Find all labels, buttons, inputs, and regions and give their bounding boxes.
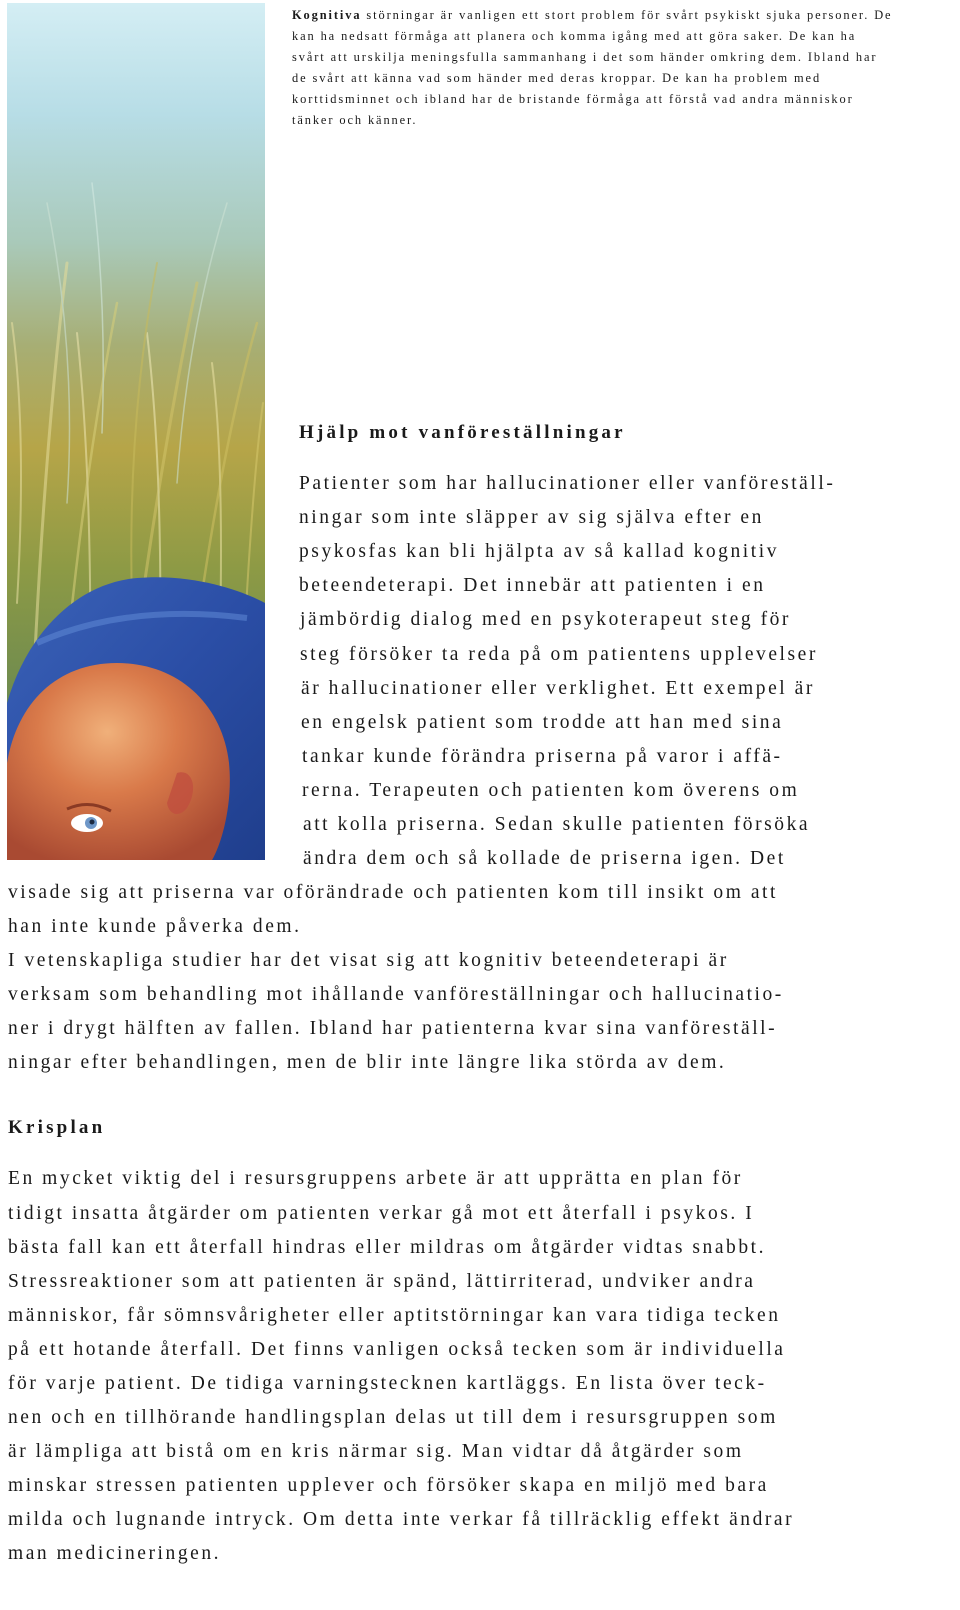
body-line: rerna. Terapeuten och patienten kom överens om	[302, 780, 800, 801]
intro-line: de svårt att känna vad som händer med deras kroppar. De kan ha problem med	[292, 71, 822, 85]
body-line: visade sig att priserna var oförändrade och patienten kom till insikt om att	[8, 882, 778, 903]
section-heading-krisplan: Krisplan	[8, 1117, 106, 1138]
intro-line: kan ha nedsatt förmåga att planera och komma igång med att göra saker. De kan ha	[292, 29, 857, 43]
intro-paragraph	[292, 5, 932, 131]
body-line: ningar som inte släpper av sig själva efter en	[299, 507, 764, 528]
intro-line: störningar är vanligen ett stort problem för svårt psykiskt sjuka personer. De	[361, 8, 893, 22]
body-line: nen och en tillhörande handlingsplan delas ut till dem i resursgruppen som	[8, 1407, 778, 1428]
body-line: verksam som behandling mot ihållande vanföreställningar och hallucinatio-	[8, 984, 784, 1005]
body-line: man medicineringen.	[8, 1543, 222, 1564]
body-line: är hallucinationer eller verklighet. Ett exempel är	[301, 678, 815, 699]
intro-line: svårt att urskilja meningsfulla sammanhang i det som händer omkring dem. Ibland har	[292, 50, 878, 64]
body-line: tankar kunde förändra priserna på varor i affä-	[302, 746, 783, 767]
body-line: han inte kunde påverka dem.	[8, 916, 302, 937]
body-line: att kolla priserna. Sedan skulle patienten försöka	[303, 814, 811, 835]
body-line: på ett hotande återfall. Det finns vanligen också tecken som är individuella	[8, 1339, 786, 1360]
body-line: beteendeterapi. Det innebär att patienten i en	[299, 575, 766, 596]
intro-line: korttidsminnet och ibland har de bristande förmåga att förstå vad andra människor	[292, 92, 854, 106]
body-line: minskar stressen patienten upplever och försöker skapa en miljö med bara	[8, 1475, 769, 1496]
body-line: milda och lugnande intryck. Om detta inte verkar få tillräcklig effekt ändrar	[8, 1509, 795, 1530]
body-line: jämbördig dialog med en psykoterapeut steg för	[300, 609, 791, 630]
body-line: för varje patient. De tidiga varningstecknen kartläggs. En lista över teck-	[8, 1373, 767, 1394]
body-line: människor, får sömnsvårigheter eller aptitstörningar kan vara tidiga tecken	[8, 1305, 781, 1326]
intro-line: tänker och känner.	[292, 113, 418, 127]
body-line: en engelsk patient som trodde att han med sina	[301, 712, 784, 733]
body-line: psykosfas kan bli hjälpta av så kallad kognitiv	[299, 541, 779, 562]
body-line: I vetenskapliga studier har det visat sig att kognitiv beteendeterapi är	[8, 950, 729, 971]
body-line: En mycket viktig del i resursgruppens arbete är att upprätta en plan för	[8, 1168, 743, 1189]
intro-lead-word: Kognitiva	[292, 8, 362, 22]
illustration-painting	[7, 3, 265, 860]
body-line: är lämpliga att bistå om en kris närmar sig. Man vidtar då åtgärder som	[8, 1441, 744, 1462]
body-line: bästa fall kan ett återfall hindras eller mildras om åtgärder vidtas snabbt.	[8, 1237, 767, 1258]
body-line: Patienter som har hallucinationer eller vanföreställ-	[299, 473, 836, 494]
body-line: ändra dem och så kollade de priserna igen. Det	[303, 848, 786, 869]
body-line: tidigt insatta åtgärder om patienten verkar gå mot ett återfall i psykos. I	[8, 1203, 755, 1224]
body-line: Stressreaktioner som att patienten är spänd, lättirriterad, undviker andra	[8, 1271, 756, 1292]
body-line: ner i drygt hälften av fallen. Ibland har patienterna kvar sina vanföreställ-	[8, 1018, 778, 1039]
painting-svg	[7, 3, 265, 860]
body-line: steg försöker ta reda på om patientens upplevelser	[300, 644, 818, 665]
body-line: ningar efter behandlingen, men de blir inte längre lika störda av dem.	[8, 1052, 727, 1073]
section-heading-vanforestallningar: Hjälp mot vanföreställningar	[299, 422, 626, 443]
